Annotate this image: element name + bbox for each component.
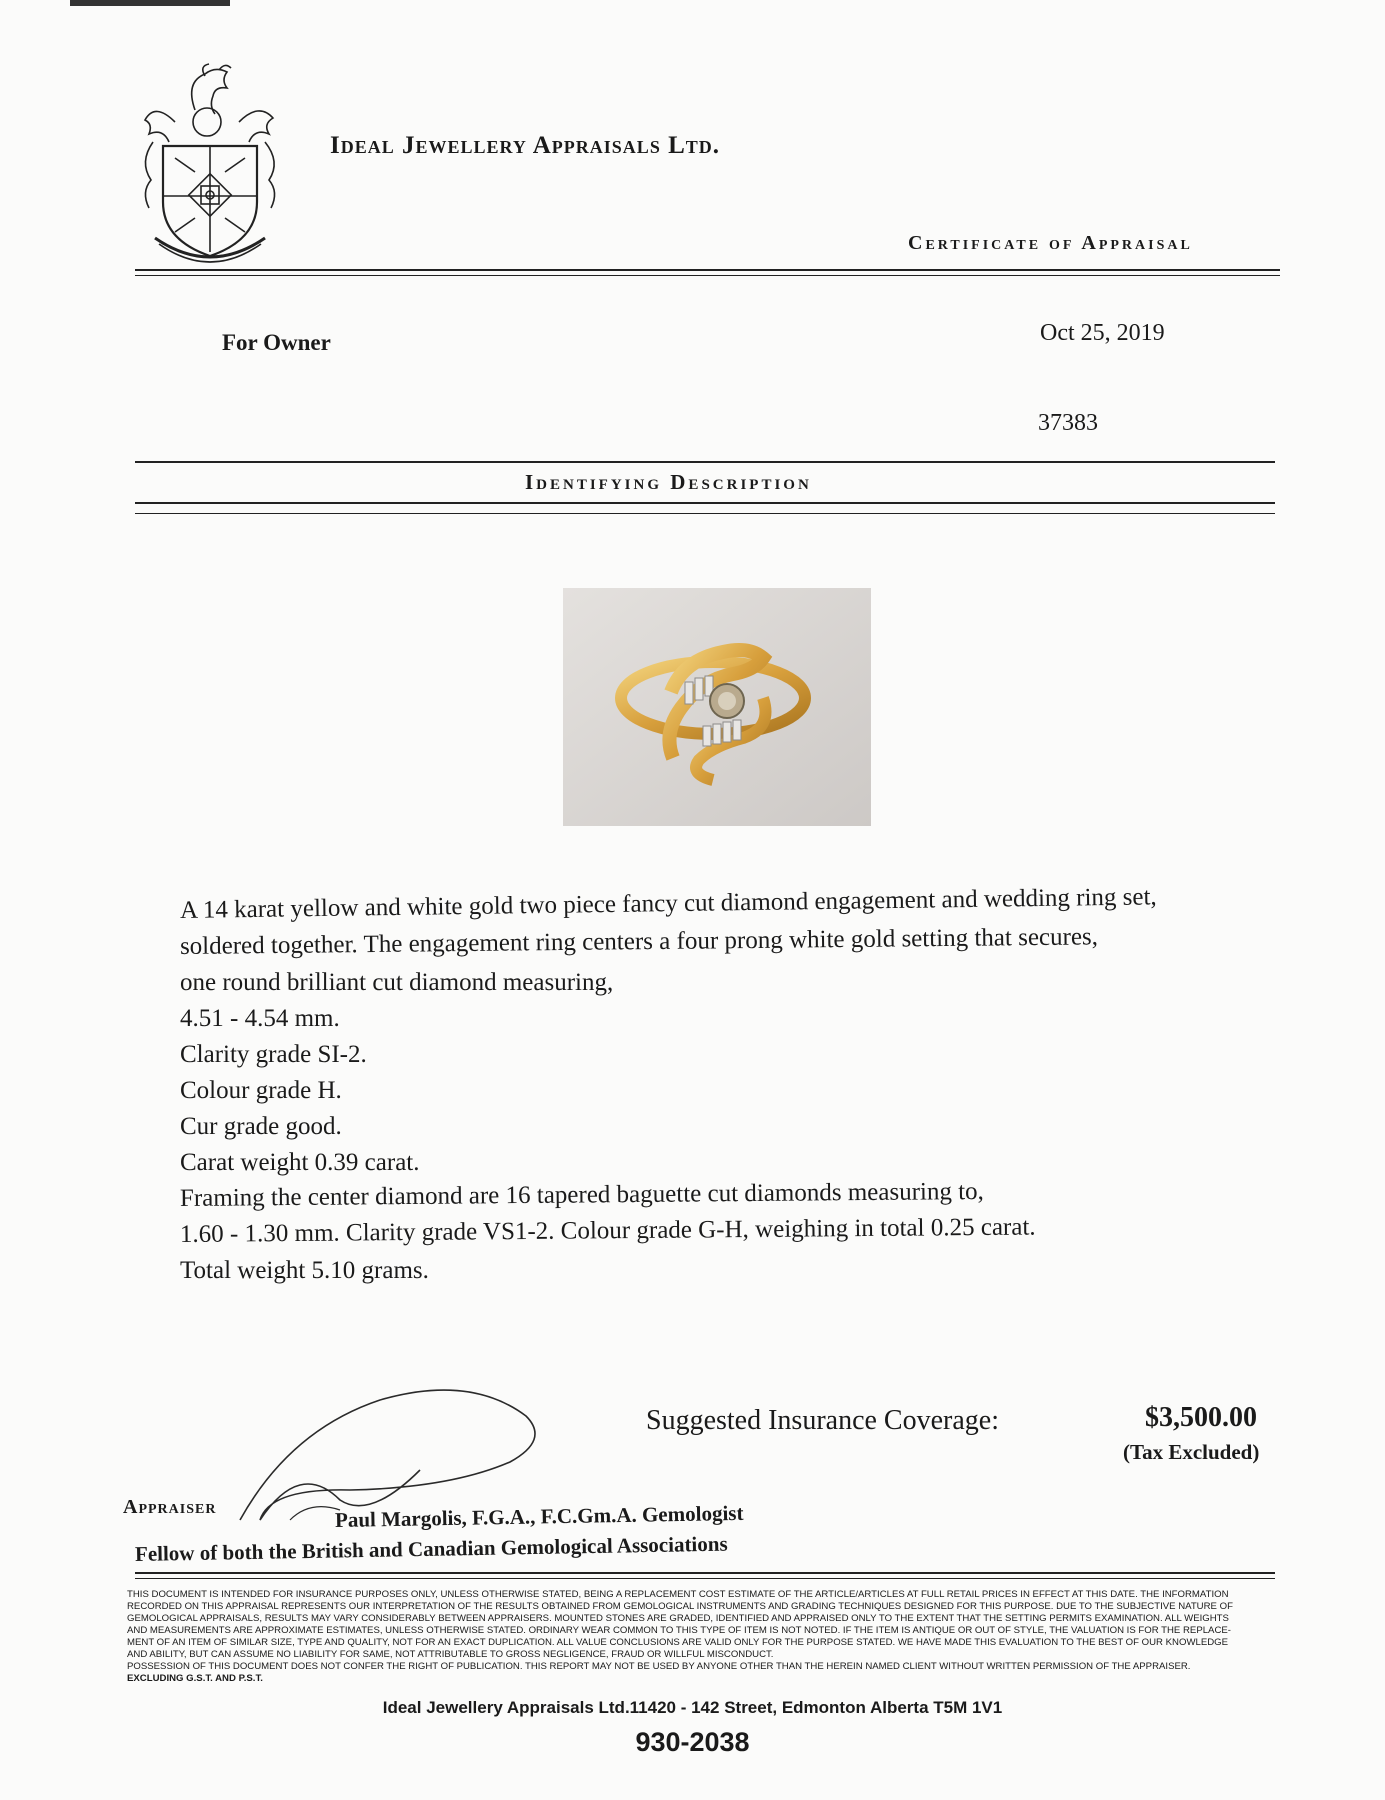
footer-rule bbox=[135, 1572, 1275, 1574]
appraisal-date: Oct 25, 2019 bbox=[1040, 320, 1165, 346]
appraiser-name: Paul Margolis, F.G.A., F.C.Gm.A. Gemologist bbox=[334, 1500, 744, 1532]
disclaimer-line: THIS DOCUMENT IS INTENDED FOR INSURANCE PURPOSES ONLY, UNLESS OTHERWISE STATED, BEING A REPLACEMENT COST ESTIMATE OF THE ARTICLE/ARTICLES AT FULL RETAIL PRICES IN EFFECT AT THIS DATE. THE INFORMATION bbox=[127, 1589, 1229, 1600]
footer-rule-thin bbox=[135, 1578, 1275, 1579]
section-heading: Identifying Description bbox=[525, 470, 812, 494]
disclaimer-line: AND ABILITY, BUT CAN ASSUME NO LIABILITY FOR SAME, NOT ATTRIBUTABLE TO GROSS NEGLIGENCE, FRAUD OR WILLFUL MISCONDUCT. bbox=[127, 1649, 774, 1660]
disclaimer-line: AND MEASUREMENTS ARE APPROXIMATE ESTIMATES, UNLESS OTHERWISE STATED. ORDINARY WEAR COMMON TO THIS TYPE OF ITEM IS NOT NOTED. IF THE ITEM IS ANTIQUE OR OUT OF STYLE, THE VALUATION IS FOR THE REPLACE- bbox=[127, 1625, 1231, 1636]
description-line: Cur grade good. bbox=[180, 1113, 342, 1140]
item-description bbox=[179, 883, 1157, 1289]
company-address: Ideal Jewellery Appraisals Ltd.11420 - 142 Street, Edmonton Alberta T5M 1V1 bbox=[382, 1698, 1003, 1717]
ring-photo bbox=[563, 588, 871, 826]
section-rule-top bbox=[135, 461, 1275, 463]
header-rule-thin bbox=[135, 275, 1280, 276]
description-line: soldered together. The engagement ring centers a four prong white gold setting that secures, bbox=[179, 923, 1099, 960]
coverage-amount: $3,500.00 bbox=[1145, 1402, 1257, 1433]
disclaimer-line: POSSESSION OF THIS DOCUMENT DOES NOT CONFER THE RIGHT OF PUBLICATION. THIS REPORT MAY NOT BE USED BY ANYONE OTHER THAN THE HEREIN NAMED CLIENT WITHOUT WRITTEN PERMISSION OF THE APPRAISER. bbox=[127, 1661, 1191, 1672]
recipient-label: For Owner bbox=[222, 330, 331, 355]
company-name: Ideal Jewellery Appraisals Ltd. bbox=[330, 132, 721, 159]
appraiser-credentials: Fellow of both the British and Canadian Gemological Associations bbox=[134, 1531, 728, 1566]
certificate-number: 37383 bbox=[1038, 410, 1098, 436]
disclaimer-line: RECORDED ON THIS APPRAISAL REPRESENTS OUR INTERPRETATION OF THE RESULTS OBTAINED FROM GEMOLOGICAL INSTRUMENTS AND GRADING TECHNIQUES DESIGNED FOR THIS PURPOSE. DUE TO THE SUBJECTIVE NATURE OF bbox=[127, 1601, 1233, 1612]
tax-note: (Tax Excluded) bbox=[1123, 1440, 1260, 1464]
appraiser-label: Appraiser bbox=[123, 1496, 217, 1518]
header-rule bbox=[135, 269, 1280, 271]
section-rule-mid bbox=[135, 502, 1275, 504]
description-line: Carat weight 0.39 carat. bbox=[180, 1149, 420, 1176]
description-line: 4.51 - 4.54 mm. bbox=[180, 1005, 340, 1032]
disclaimer bbox=[127, 1589, 1272, 1685]
section-rule-bottom bbox=[135, 513, 1275, 514]
description-line: Total weight 5.10 grams. bbox=[180, 1257, 429, 1284]
coat-of-arms-icon bbox=[135, 62, 285, 267]
description-line: Colour grade H. bbox=[180, 1077, 342, 1104]
document-title: Certificate of Appraisal bbox=[908, 232, 1193, 254]
phone-number: 930-2038 bbox=[635, 1727, 750, 1757]
disclaimer-line: GEMOLOGICAL APPRAISALS, RESULTS MAY VARY CONSIDERABLY BETWEEN APPRAISERS. MOUNTED STONES ARE GRADED, IDENTIFIED AND APPRAISED ONLY TO THE EXTENT THAT THE SETTING PERMITS EXAMINATION. ALL WEIGHTS bbox=[127, 1613, 1229, 1624]
scan-edge-mark bbox=[70, 0, 230, 6]
disclaimer-line: MENT OF AN ITEM OF SIMILAR SIZE, TYPE AND QUALITY, NOT FOR AN EXACT DUPLICATION. ALL VALUE CONCLUSIONS ARE VALID ONLY FOR THE PURPOSE STATED. WE HAVE MADE THIS EVALUATION TO THE BEST OF OUR KNOWLEDGE bbox=[127, 1637, 1229, 1648]
tax-exclusion: EXCLUDING G.S.T. AND P.S.T. bbox=[127, 1673, 263, 1684]
description-line: Clarity grade SI-2. bbox=[180, 1041, 367, 1068]
description-line: 1.60 - 1.30 mm. Clarity grade VS1-2. Colour grade G-H, weighing in total 0.25 carat. bbox=[179, 1213, 1036, 1248]
description-line: one round brilliant cut diamond measuring, bbox=[180, 969, 614, 996]
description-line: A 14 karat yellow and white gold two piece fancy cut diamond engagement and wedding ring set, bbox=[179, 883, 1157, 924]
coverage-label: Suggested Insurance Coverage: bbox=[646, 1405, 999, 1436]
description-line: Framing the center diamond are 16 tapered baguette cut diamonds measuring to, bbox=[179, 1177, 984, 1212]
